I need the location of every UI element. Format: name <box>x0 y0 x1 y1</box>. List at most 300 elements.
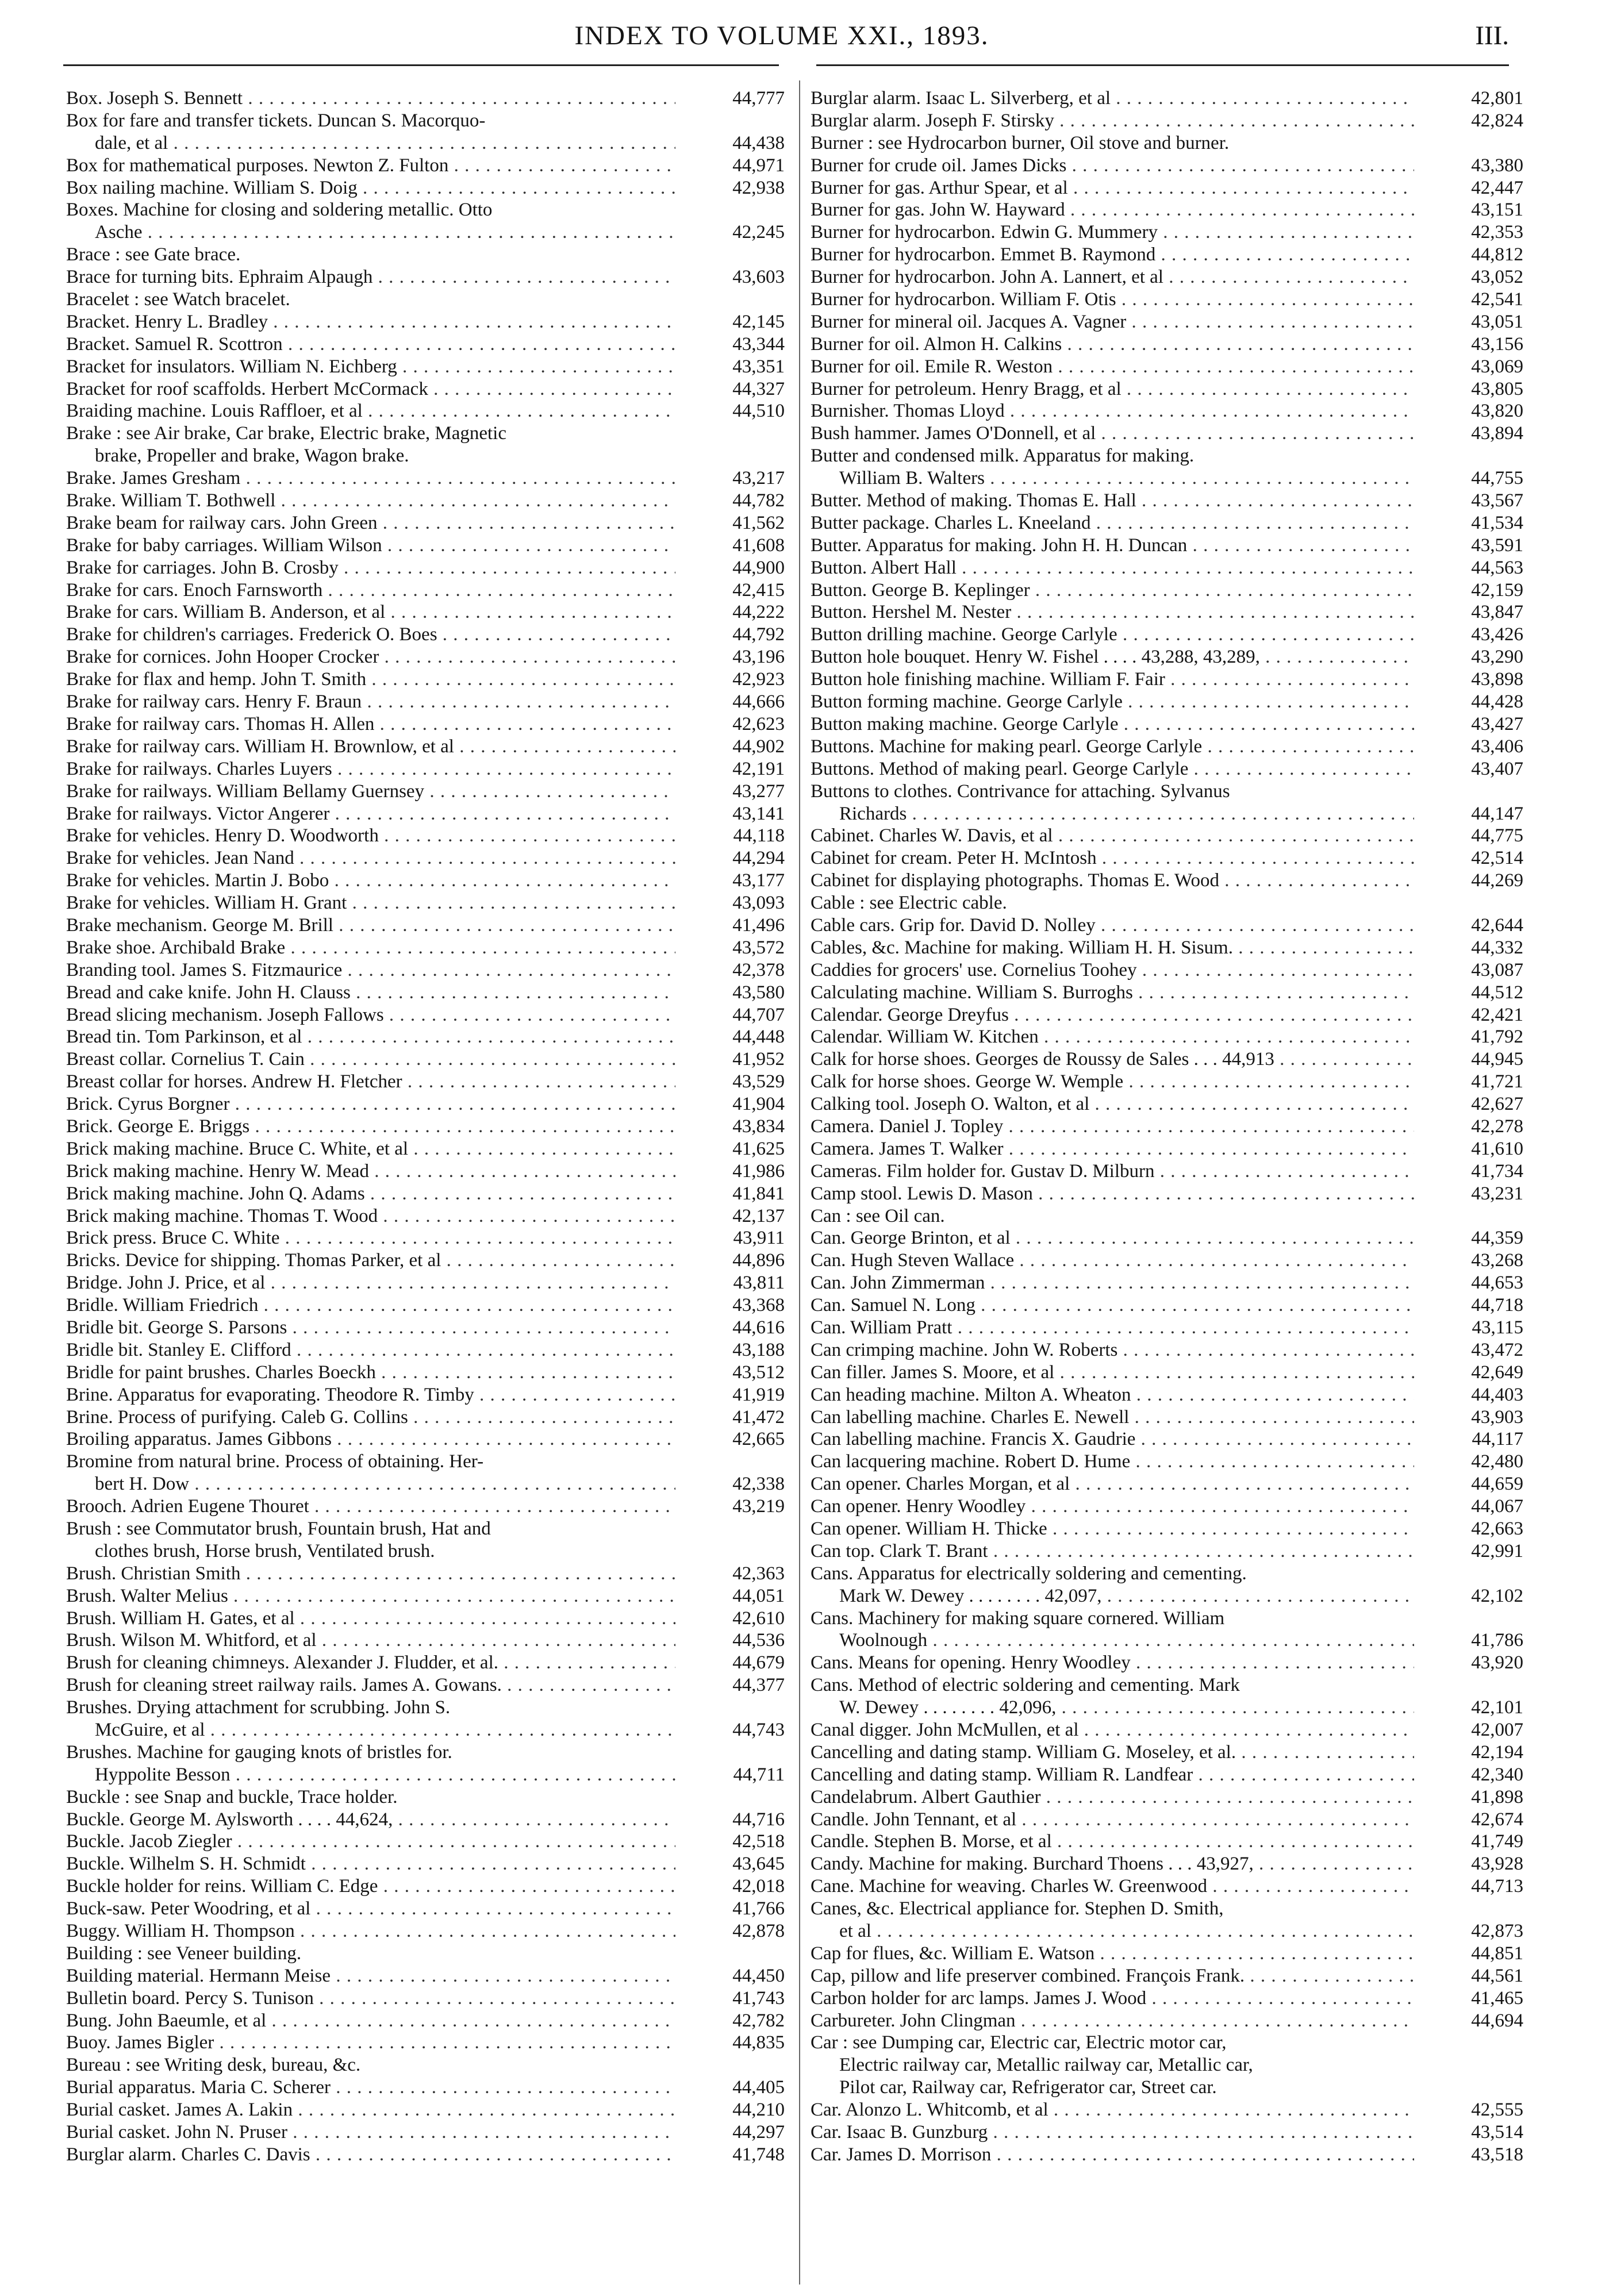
index-entry-text: Can. John Zimmerman . . . <box>811 1272 1414 1294</box>
index-entry <box>66 1875 785 1898</box>
index-entry <box>811 333 1523 356</box>
index-entry <box>811 2076 1523 2099</box>
index-entry-text: Calk for horse shoes. Georges de Roussy de Sales . . . 44,913 . . . <box>811 1048 1414 1071</box>
index-entry-text: Box for fare and transfer tickets. Duncan S. Macorquo- <box>66 110 486 131</box>
patent-number: 44,812 <box>1471 244 1523 266</box>
index-entry <box>811 400 1523 422</box>
index-entry <box>811 2121 1523 2144</box>
index-entry-text: Carbon holder for arc lamps. James J. Wood . . . <box>811 1987 1414 2010</box>
patent-number: 43,087 <box>1471 959 1523 980</box>
patent-number: 42,674 <box>1471 1809 1523 1830</box>
patent-number: 42,353 <box>1471 222 1523 243</box>
index-entry <box>811 937 1523 959</box>
index-entry <box>811 2099 1523 2121</box>
patent-number: 42,363 <box>732 1563 785 1584</box>
index-entry-text: Candelabrum. Albert Gauthier . . . <box>811 1786 1414 1809</box>
index-entry-text: Bridge. John J. Price, et al . . . <box>66 1272 675 1294</box>
index-entry-text: Cans. Means for opening. Henry Woodley . . . <box>811 1652 1414 1674</box>
index-entry <box>811 1249 1523 1272</box>
patent-number: 42,191 <box>732 758 785 779</box>
page-title: INDEX TO VOLUME XXI., 1893. <box>574 21 989 51</box>
patent-number: 41,743 <box>732 1987 785 2009</box>
index-entry-text: Breast collar for horses. Andrew H. Fletcher . . . <box>66 1071 675 1093</box>
patent-number: 41,748 <box>732 2144 785 2165</box>
patent-number: 43,277 <box>732 780 785 802</box>
index-entry-text: Brake for flax and hemp. John T. Smith . . . <box>66 668 675 691</box>
header-rule-right <box>816 64 1509 66</box>
index-entry-text: Calendar. George Dreyfus . . . <box>811 1004 1414 1026</box>
index-entry <box>66 2076 785 2099</box>
index-entry-text: Brake. William T. Bothwell . . . <box>66 490 675 512</box>
index-entry <box>66 959 785 982</box>
patent-number: 44,438 <box>732 132 785 153</box>
patent-number: 44,269 <box>1471 870 1523 891</box>
index-entry-text: Cans. Apparatus for electrically soldering and cementing. <box>811 1563 1247 1584</box>
index-entry <box>66 467 785 490</box>
patent-number: 44,147 <box>1471 803 1523 824</box>
patent-number: 41,786 <box>1471 1630 1523 1651</box>
index-entry <box>66 155 785 177</box>
index-entry <box>66 1809 785 1831</box>
index-entry <box>66 780 785 803</box>
index-entry <box>66 1406 785 1429</box>
index-column-right <box>811 87 1523 2166</box>
index-entry-text: Bush hammer. James O'Donnell, et al . . . <box>811 422 1414 445</box>
index-entry <box>66 422 785 445</box>
index-entry <box>811 1406 1523 1429</box>
patent-number: 43,426 <box>1471 624 1523 645</box>
index-entry <box>66 244 785 266</box>
patent-number: 44,327 <box>732 378 785 399</box>
patent-number: 41,562 <box>732 512 785 533</box>
index-entry-text: Brick making machine. Thomas T. Wood . . . <box>66 1205 675 1228</box>
index-entry <box>66 1339 785 1362</box>
patent-number: 43,217 <box>732 468 785 489</box>
patent-number: 41,496 <box>732 914 785 936</box>
patent-number: 44,616 <box>732 1317 785 1338</box>
patent-number: 44,428 <box>1471 691 1523 713</box>
index-entry-text: Bridle bit. Stanley E. Clifford . . . <box>66 1339 675 1362</box>
index-entry-text: Butter package. Charles L. Kneeland . . . <box>811 512 1414 534</box>
index-entry <box>66 490 785 512</box>
patent-number: 42,541 <box>1471 289 1523 310</box>
index-entry <box>66 1965 785 1987</box>
index-entry-text: Cap, pillow and life preserver combined. François Frank. . . . <box>811 1965 1414 1987</box>
index-entry <box>811 1585 1523 1607</box>
index-entry-text: Cans. Machinery for making square cornered. William <box>811 1607 1225 1629</box>
index-entry <box>66 1987 785 2010</box>
patent-number: 41,472 <box>732 1406 785 1428</box>
index-entry <box>66 982 785 1004</box>
patent-number: 44,403 <box>1471 1384 1523 1405</box>
index-entry-text: Can lacquering machine. Robert D. Hume . . . <box>811 1451 1414 1473</box>
index-entry-text: Can labelling machine. Charles E. Newell . . . <box>811 1406 1414 1429</box>
patent-number: 44,792 <box>732 624 785 645</box>
index-entry-text: Burner for hydrocarbon. William F. Otis . . . <box>811 289 1414 311</box>
index-entry-text: Caddies for grocers' use. Cornelius Toohey . . . <box>811 959 1414 982</box>
index-entry-text: Button making machine. George Carlyle . . . <box>811 713 1414 736</box>
index-entry-text: Butter and condensed milk. Apparatus for making. <box>811 445 1195 467</box>
patent-number: 44,377 <box>732 1675 785 1696</box>
index-entry-text: Breast collar. Cornelius T. Cain . . . <box>66 1048 675 1071</box>
index-entry-text: Burner for hydrocarbon. Emmet B. Raymond . . . <box>811 244 1414 266</box>
index-entry <box>811 110 1523 132</box>
index-entry-text: Cable cars. Grip for. David D. Nolley . . . <box>811 914 1414 937</box>
patent-number: 41,534 <box>1471 512 1523 533</box>
index-entry <box>811 579 1523 602</box>
index-entry <box>811 311 1523 333</box>
index-entry-text: Asche . . . <box>95 221 675 244</box>
index-entry-text: Brine. Apparatus for evaporating. Theodore R. Timby . . . <box>66 1384 675 1406</box>
index-entry-text: Cap for flues, &c. William E. Watson . . . <box>811 1943 1414 1965</box>
patent-number: 43,427 <box>1471 713 1523 734</box>
index-entry-text: Burial casket. James A. Lakin . . . <box>66 2099 675 2121</box>
patent-number: 44,512 <box>1471 982 1523 1003</box>
patent-number: 43,928 <box>1471 1853 1523 1875</box>
index-entry <box>66 221 785 244</box>
index-entry-text: Burner for gas. John W. Hayward . . . <box>811 199 1414 221</box>
index-entry <box>811 1205 1523 1228</box>
index-entry-text: Calendar. William W. Kitchen . . . <box>811 1026 1414 1048</box>
patent-number: 43,898 <box>1471 669 1523 690</box>
index-entry <box>66 825 785 847</box>
index-entry-text: Boxes. Machine for closing and soldering metallic. Otto <box>66 199 493 221</box>
index-entry-text: Bureau : see Writing desk, bureau, &c. <box>66 2055 361 2076</box>
index-entry-text: Can : see Oil can. <box>811 1205 945 1226</box>
index-entry-text: Brush. William H. Gates, et al . . . <box>66 1607 675 1630</box>
index-entry-text: Bromine from natural brine. Process of obtaining. Her- <box>66 1451 484 1472</box>
index-entry <box>66 1272 785 1294</box>
patent-number: 43,151 <box>1471 199 1523 221</box>
patent-number: 42,245 <box>732 222 785 243</box>
index-entry-text: Cane. Machine for weaving. Charles W. Greenwood . . . <box>811 1875 1414 1898</box>
index-entry-text: Camera. James T. Walker . . . <box>811 1138 1414 1160</box>
index-entry <box>66 1719 785 1741</box>
index-entry <box>66 1317 785 1339</box>
index-entry-text: Brine. Process of purifying. Caleb G. Collins . . . <box>66 1406 675 1429</box>
patent-number: 44,902 <box>732 736 785 757</box>
index-entry <box>811 490 1523 512</box>
index-entry-text: Bricks. Device for shipping. Thomas Parker, et al . . . <box>66 1249 675 1272</box>
patent-number: 43,351 <box>732 356 785 377</box>
index-entry <box>811 1473 1523 1495</box>
patent-number: 43,529 <box>732 1071 785 1093</box>
index-entry-text: Brake for baby carriages. William Wilson . . . <box>66 534 675 557</box>
index-entry-text: Brush for cleaning chimneys. Alexander J. Fludder, et al. . . . <box>66 1652 675 1674</box>
patent-number: 42,159 <box>1471 579 1523 601</box>
patent-number: 43,177 <box>732 870 785 891</box>
patent-number: 43,603 <box>732 267 785 288</box>
patent-number: 42,102 <box>1471 1585 1523 1606</box>
patent-number: 43,231 <box>1471 1183 1523 1204</box>
patent-number: 43,093 <box>732 893 785 914</box>
patent-number: 41,952 <box>732 1049 785 1070</box>
index-entry <box>811 1428 1523 1451</box>
index-entry <box>811 266 1523 289</box>
index-entry-text: Building material. Hermann Meise . . . <box>66 1965 675 1987</box>
patent-number: 44,359 <box>1471 1228 1523 1249</box>
index-entry-text: Brooch. Adrien Eugene Thouret . . . <box>66 1495 675 1518</box>
patent-number: 41,986 <box>732 1160 785 1182</box>
patent-number: 44,896 <box>732 1250 785 1271</box>
index-entry-text: Burial casket. John N. Pruser . . . <box>66 2121 675 2144</box>
patent-number: 42,480 <box>1471 1451 1523 1472</box>
patent-number: 43,920 <box>1471 1652 1523 1674</box>
index-entry <box>811 1116 1523 1138</box>
index-entry-text: Can heading machine. Milton A. Wheaton . . . <box>811 1384 1414 1406</box>
index-entry <box>66 1227 785 1249</box>
patent-number: 42,514 <box>1471 848 1523 869</box>
index-entry <box>811 1943 1523 1965</box>
index-entry-text: Cancelling and dating stamp. William R. Landfear . . . <box>811 1764 1414 1786</box>
patent-number: 43,141 <box>732 803 785 824</box>
patent-number: 42,663 <box>1471 1518 1523 1539</box>
index-entry-text: Burglar alarm. Isaac L. Silverberg, et al . . . <box>811 87 1414 110</box>
index-entry-text: Bread tin. Tom Parkinson, et al . . . <box>66 1026 675 1048</box>
index-entry-text: Burner for hydrocarbon. John A. Lannert, et al . . . <box>811 266 1414 289</box>
index-entry-text: Bridle bit. George S. Parsons . . . <box>66 1317 675 1339</box>
index-entry <box>811 1786 1523 1809</box>
index-entry <box>66 1428 785 1451</box>
patent-number: 41,904 <box>732 1094 785 1115</box>
index-entry-text: Can opener. Charles Morgan, et al . . . <box>811 1473 1414 1495</box>
index-entry <box>811 1026 1523 1048</box>
index-entry-text: Calking tool. Joseph O. Walton, et al . . . <box>811 1093 1414 1116</box>
patent-number: 42,340 <box>1471 1764 1523 1785</box>
patent-number: 44,536 <box>732 1630 785 1651</box>
index-entry-text: Hyppolite Besson . . . <box>95 1764 675 1786</box>
index-entry-text: Brake beam for railway cars. John Green . . . <box>66 512 675 534</box>
index-entry <box>66 333 785 356</box>
index-entry <box>811 847 1523 870</box>
patent-number: 44,653 <box>1471 1272 1523 1294</box>
index-entry <box>811 1764 1523 1786</box>
index-entry <box>811 1294 1523 1317</box>
patent-number: 44,694 <box>1471 2010 1523 2031</box>
patent-number: 43,188 <box>732 1339 785 1360</box>
patent-number: 43,407 <box>1471 758 1523 779</box>
index-entry <box>66 2010 785 2032</box>
patent-number: 43,911 <box>733 1228 785 1249</box>
index-entry-text: Buck-saw. Peter Woodring, et al . . . <box>66 1898 675 1920</box>
index-entry <box>66 311 785 333</box>
index-entry <box>811 803 1523 825</box>
index-entry-text: Brake for cars. Enoch Farnsworth . . . <box>66 579 675 602</box>
index-entry <box>811 1048 1523 1071</box>
index-entry-text: Brush. Walter Melius . . . <box>66 1585 675 1607</box>
index-entry-text: Box. Joseph S. Bennett . . . <box>66 87 675 110</box>
patent-number: 42,649 <box>1471 1362 1523 1383</box>
index-entry-text: Brake for railway cars. Henry F. Braun . . . <box>66 691 675 713</box>
patent-number: 42,338 <box>732 1474 785 1495</box>
patent-number: 43,834 <box>732 1116 785 1137</box>
patent-number: 44,510 <box>732 401 785 422</box>
patent-number: 44,782 <box>732 490 785 511</box>
index-entry-text: Brace : see Gate brace. <box>66 244 241 266</box>
index-entry-text: Buttons to clothes. Contrivance for attaching. Sylvanus <box>811 780 1230 802</box>
index-entry-text: Brushes. Machine for gauging knots of bristles for. <box>66 1741 452 1763</box>
index-entry <box>66 713 785 736</box>
index-entry-text: Car. James D. Morrison . . . <box>811 2144 1414 2166</box>
patent-number: 43,268 <box>1471 1250 1523 1271</box>
index-entry <box>66 892 785 914</box>
index-entry-text: Brace for turning bits. Ephraim Alpaugh . . . <box>66 266 675 289</box>
patent-number: 42,518 <box>732 1831 785 1852</box>
patent-number: 44,067 <box>1471 1496 1523 1517</box>
patent-number: 42,415 <box>732 579 785 601</box>
index-entry <box>811 959 1523 982</box>
index-entry <box>811 1384 1523 1406</box>
index-entry-text: W. Dewey . . . . . . . . 42,096, . . . <box>839 1697 1414 1719</box>
patent-number: 44,563 <box>1471 557 1523 578</box>
index-entry <box>811 1183 1523 1205</box>
patent-number: 44,051 <box>732 1585 785 1606</box>
index-entry <box>66 1741 785 1764</box>
patent-number: 43,219 <box>732 1496 785 1517</box>
index-entry-text: Brake for railways. William Bellamy Guernsey . . . <box>66 780 675 803</box>
index-entry-text: Buttons. Method of making pearl. George Carlyle . . . <box>811 758 1414 780</box>
patent-number: 43,051 <box>1471 311 1523 332</box>
index-entry <box>811 1697 1523 1719</box>
index-entry-text: Car. Alonzo L. Whitcomb, et al . . . <box>811 2099 1414 2121</box>
index-entry-text: Burner for petroleum. Henry Bragg, et al . . . <box>811 378 1414 401</box>
index-entry-text: Bracelet : see Watch bracelet. <box>66 289 290 310</box>
index-entry-text: Brick. George E. Briggs . . . <box>66 1116 675 1138</box>
index-entry <box>811 244 1523 266</box>
index-entry <box>811 1965 1523 1987</box>
index-entry-text: Brake for children's carriages. Frederick O. Boes . . . <box>66 624 675 646</box>
index-entry-text: Brake for vehicles. William H. Grant . . . <box>66 892 675 914</box>
index-entry-text: Canal digger. John McMullen, et al . . . <box>811 1719 1414 1741</box>
index-entry <box>811 1563 1523 1585</box>
patent-number: 41,734 <box>1471 1160 1523 1182</box>
index-entry <box>811 289 1523 311</box>
index-entry-text: Burglar alarm. Charles C. Davis . . . <box>66 2144 675 2166</box>
index-entry <box>66 1183 785 1205</box>
index-entry <box>811 1093 1523 1116</box>
patent-number: 44,777 <box>732 88 785 109</box>
index-entry <box>66 132 785 155</box>
patent-number: 43,514 <box>1471 2122 1523 2143</box>
index-entry-text: Button. Hershel M. Nester . . . <box>811 601 1414 624</box>
index-entry-text: Bracket for insulators. William N. Eichberg . . . <box>66 356 675 378</box>
index-entry <box>811 624 1523 646</box>
index-entry-text: Brake for vehicles. Henry D. Woodworth . . . <box>66 825 675 847</box>
index-entry-text: Can opener. William H. Thicke . . . <box>811 1518 1414 1540</box>
patent-number: 41,919 <box>732 1384 785 1405</box>
index-entry <box>811 1987 1523 2010</box>
index-entry-text: Bread slicing mechanism. Joseph Fallows . . . <box>66 1004 675 1026</box>
patent-number: 43,368 <box>732 1295 785 1316</box>
index-entry-text: Burner : see Hydrocarbon burner, Oil stove and burner. <box>811 132 1230 153</box>
index-entry-text: Button. Albert Hall . . . <box>811 557 1414 579</box>
index-entry <box>811 1741 1523 1764</box>
index-entry-text: McGuire, et al . . . <box>95 1719 675 1741</box>
index-entry-text: Brake for vehicles. Jean Nand . . . <box>66 847 675 870</box>
index-entry <box>811 445 1523 467</box>
index-entry <box>811 422 1523 445</box>
patent-number: 42,378 <box>732 959 785 980</box>
patent-number: 42,137 <box>732 1205 785 1226</box>
index-entry-text: Brick making machine. Bruce C. White, et al . . . <box>66 1138 675 1160</box>
index-entry <box>811 1809 1523 1831</box>
index-entry-text: Brake for vehicles. Martin J. Bobo . . . <box>66 870 675 892</box>
index-entry <box>66 1786 785 1809</box>
index-entry <box>811 1138 1523 1160</box>
index-entry-text: Burner for crude oil. James Dicks . . . <box>811 155 1414 177</box>
index-entry <box>811 1607 1523 1630</box>
index-entry-text: Burglar alarm. Joseph F. Stirsky . . . <box>811 110 1414 132</box>
patent-number: 43,567 <box>1471 490 1523 511</box>
index-entry-text: Can crimping machine. John W. Roberts . . . <box>811 1339 1414 1362</box>
index-entry-text: Pilot car, Railway car, Refrigerator car, Street car. <box>839 2077 1217 2098</box>
index-entry-text: bert H. Dow . . . <box>95 1473 675 1495</box>
index-entry-text: Richards . . . <box>839 803 1414 825</box>
index-entry-text: Cancelling and dating stamp. William G. Moseley, et al. . . . <box>811 1741 1414 1764</box>
index-entry <box>811 356 1523 378</box>
index-entry <box>66 601 785 624</box>
index-entry-text: Calculating machine. William S. Burroghs . . . <box>811 982 1414 1004</box>
patent-number: 43,580 <box>732 982 785 1003</box>
index-entry <box>66 579 785 602</box>
header-rule-left <box>63 64 779 66</box>
patent-number: 44,945 <box>1471 1049 1523 1070</box>
patent-number: 43,290 <box>1471 647 1523 668</box>
index-entry-text: Button forming machine. George Carlyle . . . <box>811 691 1414 713</box>
index-entry-text: Buckle. George M. Aylsworth . . . . 44,624, . . . <box>66 1809 675 1831</box>
index-entry <box>66 177 785 199</box>
index-entry-text: Button drilling machine. George Carlyle . . . <box>811 624 1414 646</box>
patent-number: 43,903 <box>1471 1406 1523 1428</box>
index-entry <box>66 1697 785 1719</box>
index-entry <box>811 155 1523 177</box>
index-entry-text: Brake for carriages. John B. Crosby . . . <box>66 557 675 579</box>
patent-number: 43,811 <box>733 1272 785 1294</box>
index-entry <box>66 1518 785 1540</box>
index-entry-text: Brake. James Gresham . . . <box>66 467 675 490</box>
index-entry-text: Bracket for roof scaffolds. Herbert McCormack . . . <box>66 378 675 401</box>
index-entry <box>66 1205 785 1228</box>
index-entry <box>66 1048 785 1071</box>
patent-number: 41,841 <box>732 1183 785 1204</box>
patent-number: 44,711 <box>733 1764 785 1785</box>
patent-number: 42,610 <box>732 1607 785 1629</box>
index-entry-text: Can. William Pratt . . . <box>811 1317 1414 1339</box>
index-entry <box>66 1853 785 1875</box>
patent-number: 44,210 <box>732 2099 785 2121</box>
index-entry <box>811 1652 1523 1674</box>
patent-number: 44,716 <box>732 1809 785 1830</box>
patent-number: 42,007 <box>1471 1720 1523 1741</box>
index-entry-text: Can filler. James S. Moore, et al . . . <box>811 1362 1414 1384</box>
index-entry <box>66 1830 785 1853</box>
patent-number: 44,775 <box>1471 825 1523 847</box>
patent-number: 43,406 <box>1471 736 1523 757</box>
index-entry-text: Brake shoe. Archibald Brake . . . <box>66 937 675 959</box>
index-entry <box>66 2032 785 2054</box>
index-entry <box>66 557 785 579</box>
patent-number: 41,766 <box>732 1898 785 1920</box>
patent-number: 41,465 <box>1471 1987 1523 2009</box>
index-entry <box>66 1585 785 1607</box>
patent-number: 44,332 <box>1471 937 1523 958</box>
index-entry <box>66 1764 785 1786</box>
index-entry <box>811 668 1523 691</box>
index-entry-text: Broiling apparatus. James Gibbons . . . <box>66 1428 675 1451</box>
patent-number: 43,115 <box>1472 1317 1523 1338</box>
index-entry <box>811 1674 1523 1697</box>
index-entry-text: Brake mechanism. George M. Brill . . . <box>66 914 675 937</box>
